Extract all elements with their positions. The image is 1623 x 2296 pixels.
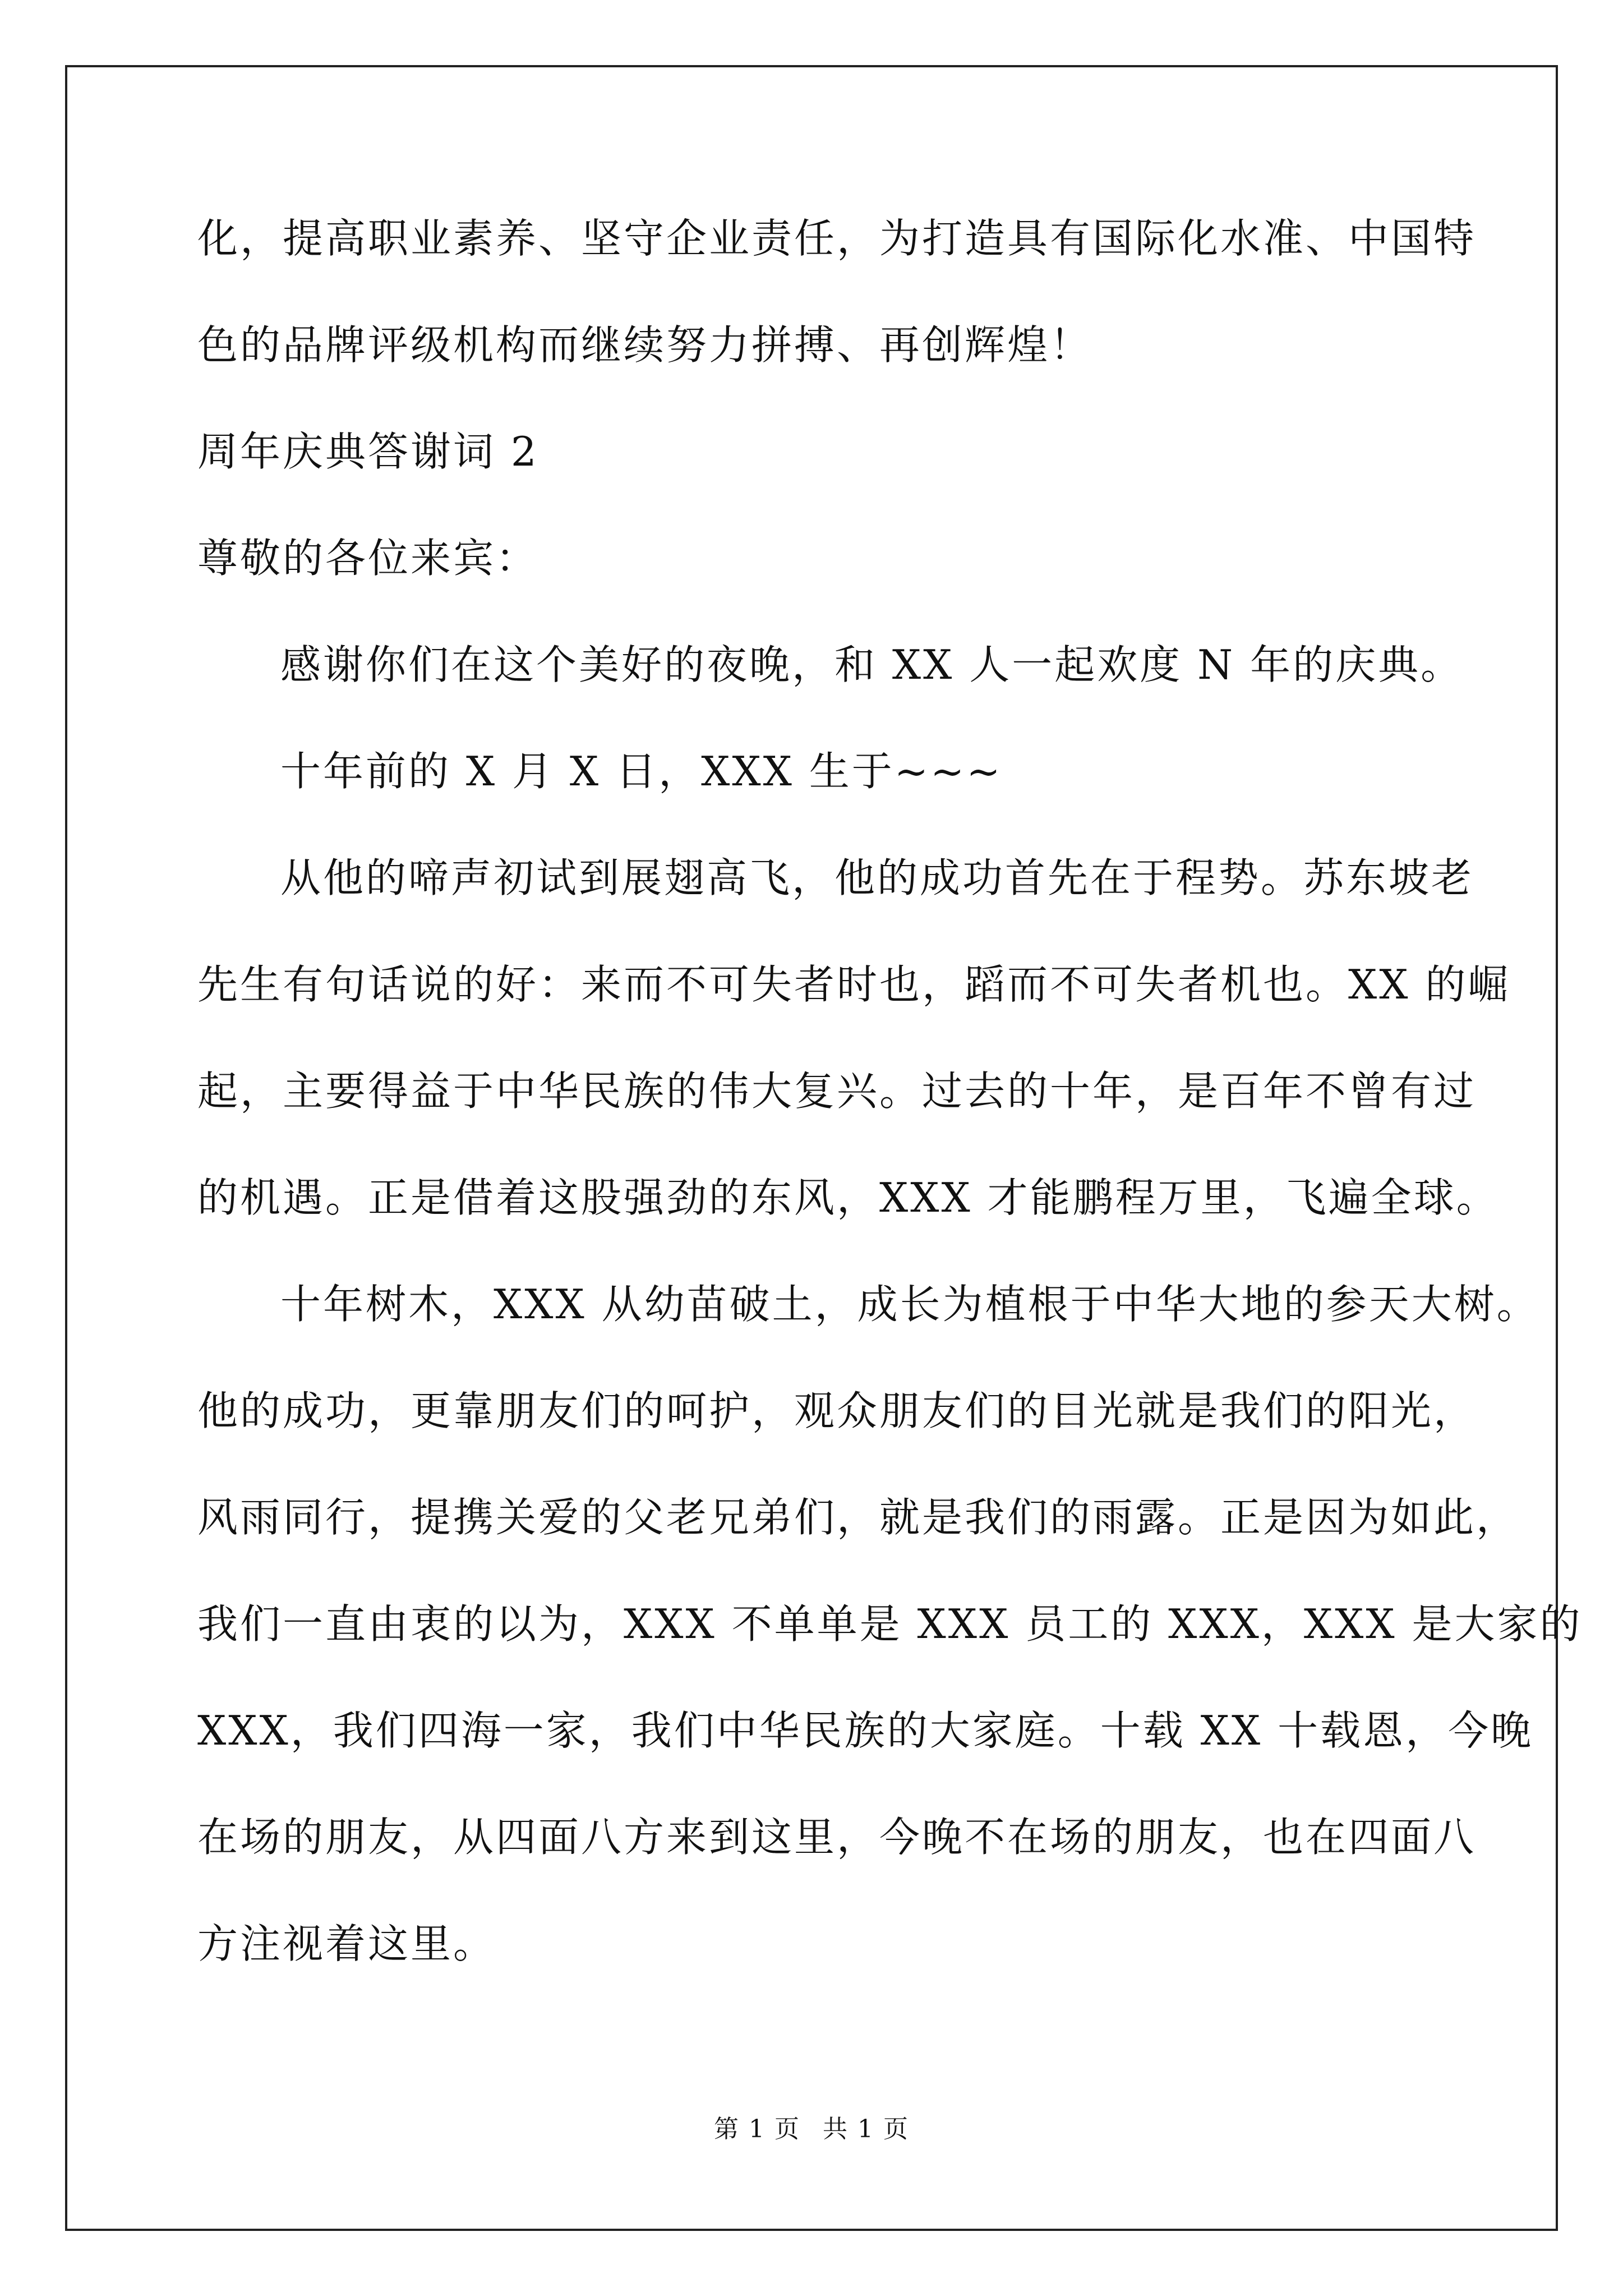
- page-total: 共 1 页: [823, 2115, 909, 2143]
- text-line: 风雨同行，提携关爱的父老兄弟们，就是我们的雨露。正是因为如此，: [197, 1494, 1519, 1541]
- text-line: 方注视着这里。: [197, 1920, 496, 1967]
- section-title: 周年庆典答谢词 2: [197, 428, 539, 475]
- text-line: XXX，我们四海一家，我们中华民族的大家庭。十载 XX 十载恩，今晚: [197, 1707, 1534, 1754]
- text-line: 感谢你们在这个美好的夜晚，和 XX 人一起欢度 N 年的庆典。: [280, 641, 1464, 688]
- text-line: 起，主要得益于中华民族的伟大复兴。过去的十年，是百年不曾有过: [197, 1068, 1477, 1115]
- text-line: 先生有句话说的好：来而不可失者时也，蹈而不可失者机也。XX 的崛: [197, 961, 1511, 1008]
- text-line: 从他的啼声初试到展翅高飞，他的成功首先在于程势。苏东坡老: [280, 854, 1474, 901]
- text-line: 他的成功，更靠朋友们的呵护，观众朋友们的目光就是我们的阳光，: [197, 1387, 1477, 1434]
- text-line: 在场的朋友，从四面八方来到这里，今晚不在场的朋友，也在四面八: [197, 1814, 1477, 1861]
- text-line: 化，提高职业素养、坚守企业责任，为打造具有国际化水准、中国特: [197, 215, 1477, 262]
- text-line: 我们一直由衷的以为，XXX 不单单是 XXX 员工的 XXX，XXX 是大家的: [197, 1600, 1583, 1648]
- document-body: [197, 185, 1583, 1997]
- text-line: 色的品牌评级机构而继续努力拼搏、再创辉煌！: [197, 321, 1093, 369]
- text-line: 的机遇。正是借着这股强劲的东风，XXX 才能鹏程万里，飞遍全球。: [197, 1174, 1499, 1221]
- page-number: 第 1 页: [714, 2115, 800, 2143]
- text-line: 十年树木，XXX 从幼苗破土，成长为植根于中华大地的参天大树。: [280, 1281, 1539, 1328]
- salutation: 尊敬的各位来宾：: [197, 535, 539, 582]
- page-footer: [0, 2113, 1623, 2146]
- text-line: 十年前的 X 月 X 日，XXX 生于~~~: [280, 748, 1003, 795]
